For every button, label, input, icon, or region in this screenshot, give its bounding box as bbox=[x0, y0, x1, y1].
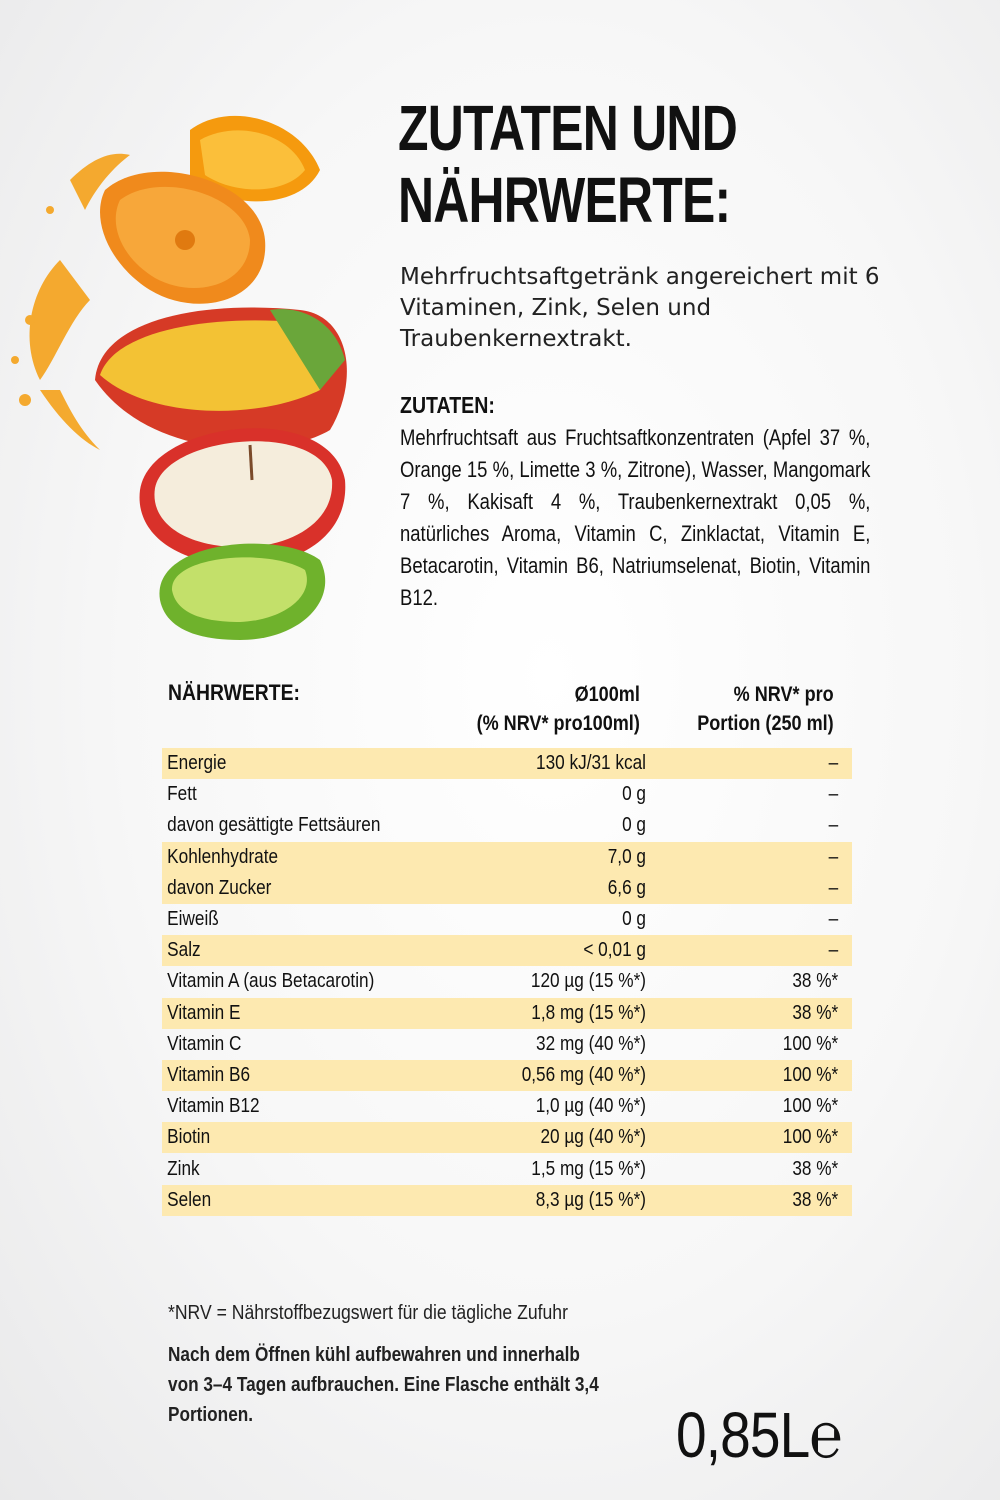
value-portion: 100 %* bbox=[782, 1126, 839, 1149]
table-row bbox=[162, 904, 852, 935]
value-per100: 20 µg (40 %*) bbox=[540, 1126, 646, 1149]
value-portion: – bbox=[828, 814, 839, 837]
mango-icon bbox=[95, 308, 347, 449]
value-portion: 38 %* bbox=[792, 1157, 839, 1180]
nutrient-name: Vitamin A (aus Betacarotin) bbox=[167, 970, 375, 993]
fruit-stack-illustration bbox=[0, 60, 380, 640]
value-portion: 100 %* bbox=[782, 1095, 839, 1118]
value-per100: 130 kJ/31 kcal bbox=[536, 752, 646, 775]
nutrient-name: Selen bbox=[167, 1188, 212, 1211]
value-per100: 0 g bbox=[622, 814, 646, 837]
nrv-footnote: *NRV = Nährstoffbezugswert für die tägliche Zufuhr bbox=[168, 1302, 568, 1324]
nutrient-name: davon gesättigte Fettsäuren bbox=[167, 814, 381, 837]
table-row bbox=[162, 935, 852, 966]
value-portion: – bbox=[828, 752, 839, 775]
nutrient-name: Biotin bbox=[167, 1126, 211, 1149]
table-row bbox=[162, 998, 852, 1029]
value-per100: 120 µg (15 %*) bbox=[530, 970, 646, 993]
nutrient-name: Salz bbox=[167, 939, 201, 962]
nutrient-name: Vitamin B12 bbox=[167, 1095, 260, 1118]
value-per100: 7,0 g bbox=[607, 845, 646, 868]
table-row bbox=[162, 966, 852, 997]
value-portion: 100 %* bbox=[782, 1063, 839, 1086]
value-per100: 32 mg (40 %*) bbox=[536, 1032, 646, 1055]
nutrition-heading: NÄHRWERTE: bbox=[168, 680, 300, 705]
table-row bbox=[162, 779, 852, 810]
table-row bbox=[162, 1122, 852, 1153]
nutrient-name: Vitamin C bbox=[167, 1032, 242, 1055]
nutrient-name: Eiweiß bbox=[167, 908, 219, 931]
value-portion: – bbox=[828, 845, 839, 868]
table-row bbox=[162, 873, 852, 904]
nutrient-name: Zink bbox=[167, 1157, 200, 1180]
value-per100: 1,0 µg (40 %*) bbox=[535, 1095, 646, 1118]
page-title: ZUTATEN UND NÄHRWERTE: bbox=[398, 92, 737, 236]
column-header-portion: % NRV* pro Portion (250 ml) bbox=[697, 683, 834, 735]
value-per100: 0 g bbox=[622, 908, 646, 931]
table-row bbox=[162, 1029, 852, 1060]
value-portion: – bbox=[828, 783, 839, 806]
nutrient-name: Kohlenhydrate bbox=[167, 845, 279, 868]
ingredients-heading: ZUTATEN: bbox=[400, 392, 495, 418]
value-portion: – bbox=[828, 939, 839, 962]
column-header-per100: Ø100ml (% NRV* pro100ml) bbox=[476, 683, 640, 735]
nutrient-name: davon Zucker bbox=[167, 876, 272, 899]
value-per100: 0,56 mg (40 %*) bbox=[521, 1063, 646, 1086]
table-row bbox=[162, 1153, 852, 1184]
nutrient-name: Fett bbox=[167, 783, 197, 806]
value-portion: 38 %* bbox=[792, 1188, 839, 1211]
volume-label: 0,85L℮ bbox=[676, 1399, 842, 1471]
nutrient-name: Vitamin B6 bbox=[167, 1063, 251, 1086]
value-per100: 6,6 g bbox=[607, 876, 646, 899]
value-portion: 38 %* bbox=[792, 970, 839, 993]
table-row bbox=[162, 1091, 852, 1122]
ingredients-text: Mehrfruchtsaft aus Fruchtsaftkonzentraten (Apfel 37 %, Orange 15 %, Limette 3 %, Zitrone), Wasser, Mangomark 7 %, Kakisaft 4 %, Traubenkernextrakt 0,05 %, natürliches Aroma, Vitamin C, Zinklactat, Vitamin E, Betacarotin, Vitamin B6, Natriumselenat, Biotin, Vitamin B12. bbox=[400, 425, 871, 610]
nutrient-name: Vitamin E bbox=[167, 1001, 241, 1024]
value-per100: 1,8 mg (15 %*) bbox=[531, 1001, 646, 1024]
value-portion: 100 %* bbox=[782, 1032, 839, 1055]
table-row bbox=[162, 810, 852, 841]
value-per100: 1,5 mg (15 %*) bbox=[531, 1157, 646, 1180]
value-per100: 8,3 µg (15 %*) bbox=[535, 1188, 646, 1211]
lime-icon bbox=[159, 544, 325, 640]
table-row bbox=[162, 748, 852, 779]
value-portion: – bbox=[828, 908, 839, 931]
storage-instructions: Nach dem Öffnen kühl aufbewahren und innerhalb von 3–4 Tagen aufbrauchen. Eine Flasche enthält 3,4 Portionen. bbox=[168, 1344, 599, 1426]
value-per100: 0 g bbox=[622, 783, 646, 806]
table-row bbox=[162, 842, 852, 873]
product-description: Mehrfruchtsaftgetränk angereichert mit 6 Vitaminen, Zink, Selen und Traubenkernextrakt. bbox=[400, 264, 880, 352]
value-portion: 38 %* bbox=[792, 1001, 839, 1024]
nutrition-table bbox=[162, 748, 852, 1216]
table-row bbox=[162, 1060, 852, 1091]
table-row bbox=[162, 1185, 852, 1216]
nutrient-name: Energie bbox=[167, 752, 227, 775]
value-per100: < 0,01 g bbox=[583, 939, 646, 962]
value-portion: – bbox=[828, 876, 839, 899]
